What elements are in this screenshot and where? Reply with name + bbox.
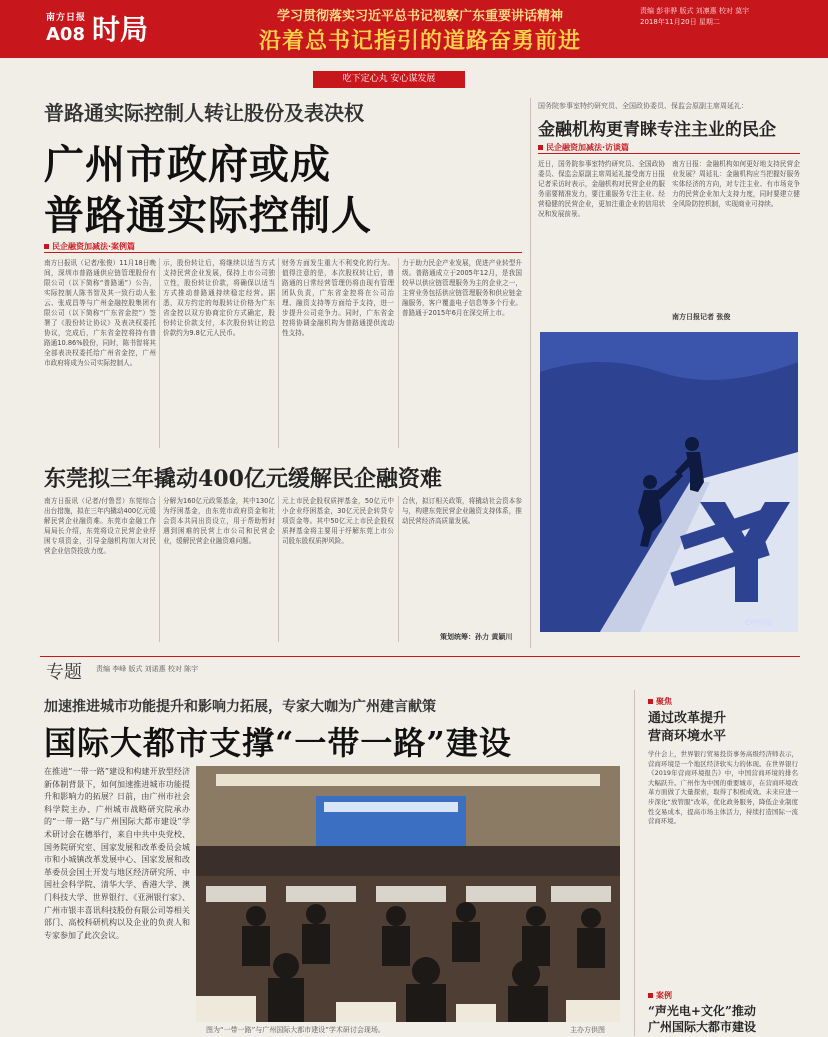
story1-rule (44, 252, 522, 253)
photo-credit: 主办方供图 (570, 1026, 605, 1034)
slogan-line-1: 学习贯彻落实习近平总书记视察广东重要讲话精神 (276, 9, 563, 24)
story2-headline: 东莞拟三年撬动400亿元缓解民企融资难 (44, 466, 442, 492)
date-line: 2018年11月20日 星期二 (640, 18, 720, 26)
side-headline (648, 710, 726, 746)
side-tag-case: 案例 (648, 990, 672, 1001)
column-divider (278, 258, 279, 448)
side-headline-2-line1: “声光电+文化”推动 (648, 1004, 756, 1018)
column-divider (278, 496, 279, 642)
story1-headline-line1: 广州市政府或成 (44, 141, 331, 188)
special-section-editors: 责编 李峰 版式 刘诺惠 校对 陈宇 (96, 665, 199, 673)
slogan-line-2: 沿着总书记指引的道路奋勇前进 (258, 28, 581, 54)
side-tag-focus: 聚焦 (648, 696, 672, 707)
side-headline-line1: 通过改革提升 (648, 711, 727, 726)
conference-photo (196, 766, 620, 1022)
special-kicker: 加速推进城市功能提升和影响力拓展，专家大咖为广州建言献策 (44, 699, 436, 715)
story2-column-1: 南方日报讯（记者/付鲁晋）东莞综合出台措施，拟在三年内撬动400亿元缓解民营企业融资难。东莞市金融工作局局长介绍，东莞将设立民营企业纾困专项资金，引导金融机构加大对民营企业信贷投放力度。 (44, 497, 156, 555)
illustration (540, 332, 798, 632)
story1-column-4: 力于助力民企产业发展，促进产业转型升级。普路通成立于2005年12月，是我国较早以供应链管理服务为主的企业之一，主营业务包括供应链管理服务和供应链金融服务，客户覆盖电子信息等多个行业。普路通于2015年6月在深交所上市。 (402, 259, 522, 317)
special-headline: 国际大都市支撑“一带一路”建设 (44, 724, 512, 762)
story1-column-3: 财务方面发生重大不利变化的行为。值得注意的是，本次股权转让后，普路通的日常经营管理仍将由现有管理团队负责，广东省金控将在公司治理、融资支持等方面给予支持，进一步提升公司竞争力。同时，广东省金控将协调金融机构为普路通提供流动性支持。 (282, 259, 394, 337)
side-headline-line2: 营商环境水平 (648, 729, 727, 744)
column-divider (398, 258, 399, 448)
side-headline-2-line2: 广州国际大都市建设 (648, 1020, 757, 1034)
special-body: 在推进“一带一路”建设和构建开放型经济新体制背景下，如何加速推进城市功能提升和影响力的拓展？日前，由广州市社会科学院主办、广州城市战略研究院承办的“一带一路”与广州国际大都市建设”学术研讨会在穗举行，来自中共中央党校、国务院研究室、国家发展和改革委员会城市和小城镇改革发展中心、国家发展和改革委员会国土开发与地区经济研究所、中国社会科学院、清华大学、香港大学、澳门科技大学、世界银行、《亚洲银行家》、广州市银丰喜讯科技股份有限公司等相关部门、高校科研机构以及企业的负责人和专家参加了此次会议。 (44, 767, 190, 940)
illustration-credit: CFP供图 (745, 619, 773, 627)
conference-photo-svg (196, 766, 620, 1022)
story2-byline: 策划统筹：孙力 黄颖川 (440, 633, 513, 641)
right-story-byline: 南方日报记者 张俊 (672, 313, 731, 321)
column-divider (159, 496, 160, 642)
illustration-svg (540, 332, 798, 632)
right-story-intro: 国务院参事室特约研究员、全国政协委员、保监会原副主席周延礼： (538, 102, 748, 110)
story2-column-2: 分解为160亿元政策基金，其中130亿为纾困基金，由东莞市政府资金和社会资本共同出资设立，用于帮助暂时遇到困难的民营上市公司和民营企业，缓解民营企业融资难问题。 (163, 497, 275, 545)
right-story-headline: 金融机构更青睐专注主业的民企 (538, 120, 776, 140)
masthead-editors (640, 6, 820, 28)
topic-banner: 吃下定心丸 安心谋发展 (313, 71, 465, 88)
right-story-column-2: 南方日报：金融机构如何更好地支持民营企业发展？周延礼：金融机构应当把握好服务实体经济的方向，对专注主业、有市场竞争力的民营企业加大支持力度，同时要建立健全风险防控机制，实现商业可持续。 (672, 160, 800, 208)
story1-tag: 民企融资加减法·案例篇 (44, 241, 135, 252)
section-name: 时局 (92, 13, 149, 46)
column-divider (159, 258, 160, 448)
special-section-title: 专题 (46, 662, 82, 683)
page-divider (530, 98, 531, 648)
side-body: 学什会上，世界银行贸易投资事务高级经济师表示，营商环境是一个地区经济软实力的体现。在世界银行《2019年营商环境报告》中，中国营商环境的排名大幅跃升。广州作为中国的重要城市，在营商环境改革方面做了大量探索，取得了积极成效。未来应进一步深化“放管服”改革，优化政务服务，降低企业制度性交易成本，提高市场主体活力，持续打造国际一流营商环境。 (648, 750, 798, 826)
column-divider (398, 496, 399, 642)
paper-name: 南方日报 (46, 13, 87, 23)
side-headline-2 (648, 1003, 756, 1035)
story2-column-3: 元上市民企股权质押基金，50亿元中小企业纾困基金，30亿元民企转贷专项资金等。其中50亿元上市民企股权质押基金将主要用于纾解东莞上市公司股东股权质押风险。 (282, 497, 394, 545)
right-story-tag: 民企融资加减法·访谈篇 (538, 142, 629, 153)
story1-column-1: 南方日报讯（记者/张俊）11月18日晚间，深圳市普路通供应链管理股份有限公司（以下简称“普路通”）公告，实际控制人陈书智及其一致行动人张云、张成昌等与广州金融控股集团有限公司（以下简称“广东省金控”）签署了《股份转让协议》及表决权委托协议，完成后，广东省金控将持有普路通10.86%股份，同时，陈书智将其全部表决权委托给广州省金控，广州市政府将成为公司实际控制人。 (44, 259, 156, 367)
page-divider (634, 690, 635, 1036)
editors-line: 责编 彭非骅 版式 刘凛惠 校对 莫宇 (640, 7, 750, 15)
story1-kicker: 普路通实际控制人转让股份及表决权 (44, 101, 364, 125)
right-story-rule (538, 153, 800, 154)
right-story-column-1: 近日，国务院参事室特约研究员、全国政协委员、保监会原副主席周延礼接受南方日报记者采访时表示，金融机构对民营企业的服务需要精准发力，要注重服务专注主业、经营稳健的民营企业，更加注重企业的信用状况和发展前景。 (538, 160, 665, 218)
story1-headline-line2: 普路通实际控制人 (44, 192, 372, 239)
story1-column-2: 示，股份转让后，将继续以适当方式支持民营企业发展，保持上市公司独立性，股份转让价款，将确保以适当方式推动普路通持续稳定经营。据悉，双方约定的每股转让价格为广东省金控以双方协商定价方式确定，股份转让价款支付，本次股份转让的总价款约为9.8亿元人民币。 (163, 259, 275, 337)
page-number: A08 (46, 24, 85, 45)
paper-logo (46, 10, 86, 45)
story2-column-4: 合伙，拟订相关政策，将撬动社会资本参与，构建东莞民营企业融资支持体系，推动民营经济高质量发展。 (402, 497, 522, 525)
photo-caption: 图为“一带一路”与广州国际大都市建设”学术研讨会现场。 (206, 1026, 385, 1034)
